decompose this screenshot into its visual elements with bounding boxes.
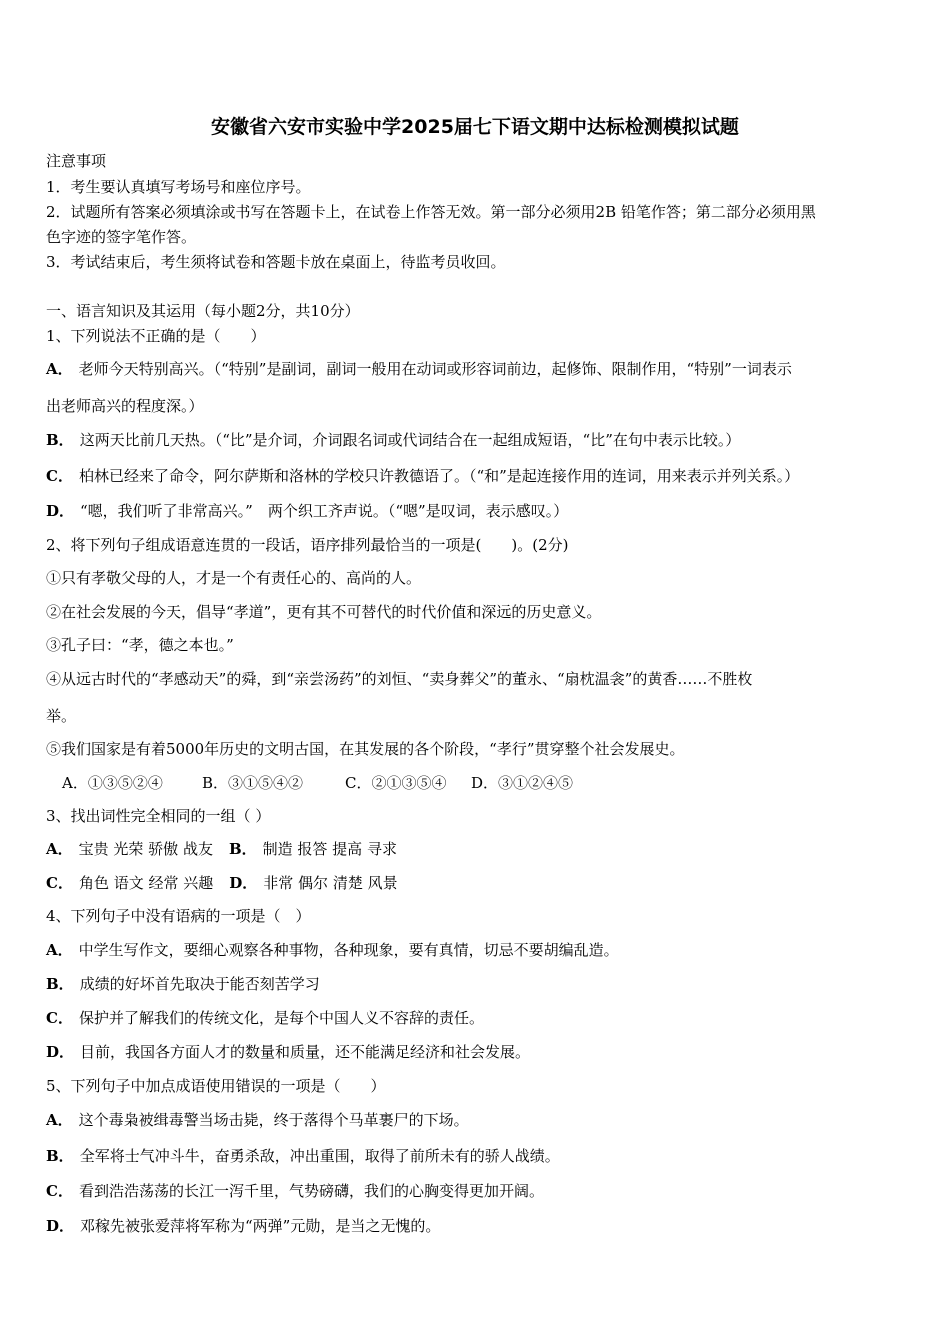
option-label: A． bbox=[46, 840, 73, 858]
option-label: B． bbox=[228, 840, 257, 858]
q2-option-d: D．③①②④⑤ bbox=[471, 774, 574, 792]
option-text: “嗯，我们听了非常高兴。” 两个织工齐声说。（“嗯”是叹词，表示感叹。） bbox=[80, 502, 569, 520]
q1-stem: 1、下列说法不正确的是（ ） bbox=[46, 327, 266, 345]
q5-option-d bbox=[46, 1216, 440, 1236]
option-label: D． bbox=[46, 502, 75, 520]
option-text: 制造 报答 提高 寻求 bbox=[262, 840, 397, 858]
option-label: D． bbox=[46, 1043, 75, 1061]
option-text: 邓稼先被张爱萍将军称为“两弹”元勋，是当之无愧的。 bbox=[80, 1217, 441, 1235]
notice-item-1: 1．考生要认真填写考场号和座位序号。 bbox=[46, 178, 311, 196]
option-text: 非常 偶尔 清楚 风景 bbox=[263, 874, 398, 892]
q5-option-c bbox=[46, 1181, 544, 1201]
q2-sentence-3: ③孔子曰：“孝，德之本也。” bbox=[46, 636, 234, 654]
option-text: 宝贵 光荣 骄傲 战友 bbox=[78, 840, 213, 858]
q2-sentence-2: ②在社会发展的今天，倡导“孝道”，更有其不可替代的时代价值和深远的历史意义。 bbox=[46, 603, 602, 621]
q5-option-a bbox=[46, 1110, 469, 1130]
q4-option-b bbox=[46, 974, 320, 994]
q3-options-ab bbox=[46, 839, 397, 859]
q4-stem: 4、下列句子中没有语病的一项是（ ） bbox=[46, 907, 311, 925]
option-text: 老师今天特别高兴。（“特别”是副词，副词一般用在动词或形容词前边，起修饰、限制作用，“特别”一词表示 bbox=[78, 360, 792, 378]
option-label: D． bbox=[46, 1217, 75, 1235]
q4-option-d bbox=[46, 1042, 530, 1062]
q4-option-a bbox=[46, 940, 619, 960]
q2-sentence-4-cont: 举。 bbox=[46, 707, 77, 725]
q4-option-c bbox=[46, 1008, 484, 1028]
option-label: A． bbox=[46, 941, 73, 959]
option-label: A． bbox=[46, 360, 73, 378]
q2-stem: 2、将下列句子组成语意连贯的一段话，语序排列最恰当的一项是( )。(2分) bbox=[46, 536, 569, 554]
notice-item-2: 2．试题所有答案必须填涂或书写在答题卡上，在试卷上作答无效。第一部分必须用2B 铅笔作答；第二部分必须用黑 bbox=[46, 203, 816, 221]
option-label: C． bbox=[46, 467, 73, 485]
option-label: C． bbox=[46, 1009, 73, 1027]
q2-sentence-5: ⑤我们国家是有着5000年历史的文明古国，在其发展的各个阶段，“孝行”贯穿整个社会发展史。 bbox=[46, 740, 685, 758]
option-text: 成绩的好坏首先取决于能否刻苦学习 bbox=[79, 975, 320, 993]
notice-item-2-cont: 色字迹的签字笔作答。 bbox=[46, 228, 197, 246]
q1-option-a-cont: 出老师高兴的程度深。） bbox=[46, 397, 204, 415]
q1-option-b bbox=[46, 430, 740, 450]
option-text: 目前，我国各方面人才的数量和质量，还不能满足经济和社会发展。 bbox=[80, 1043, 531, 1061]
q1-option-a bbox=[46, 359, 792, 379]
option-text: 保护并了解我们的传统文化，是每个中国人义不容辞的责任。 bbox=[78, 1009, 484, 1027]
q5-stem: 5、下列句子中加点成语使用错误的一项是（ ） bbox=[46, 1077, 386, 1095]
q1-option-c bbox=[46, 466, 799, 486]
q3-options-cd bbox=[46, 873, 398, 893]
q3-stem: 3、找出词性完全相同的一组（ ） bbox=[46, 807, 271, 825]
option-label: C． bbox=[46, 874, 73, 892]
option-label: C． bbox=[46, 1182, 73, 1200]
option-text: 这两天比前几天热。（“比”是介词，介词跟名词或代词结合在一起组成短语，“比”在句中表示比较。） bbox=[79, 431, 741, 449]
q1-option-d bbox=[46, 501, 568, 521]
option-text: 角色 语文 经常 兴趣 bbox=[78, 874, 214, 892]
option-text: 全军将士气冲斗牛，奋勇杀敌，冲出重围，取得了前所未有的骄人战绩。 bbox=[79, 1147, 560, 1165]
option-text: 柏林已经来了命令，阿尔萨斯和洛林的学校只许教德语了。（“和”是起连接作用的连词，用来表示并列关系。） bbox=[78, 467, 800, 485]
option-label: B． bbox=[46, 431, 74, 449]
q2-option-c: C．②①③⑤④ bbox=[345, 774, 447, 792]
q5-option-b bbox=[46, 1146, 560, 1166]
q2-options bbox=[62, 773, 573, 793]
q2-option-a: A．①③⑤②④ bbox=[62, 774, 163, 792]
option-label: D． bbox=[229, 874, 258, 892]
option-label: B． bbox=[46, 975, 74, 993]
option-text: 中学生写作文，要细心观察各种事物，各种现象，要有真情，切忌不要胡编乱造。 bbox=[78, 941, 619, 959]
q2-sentence-4: ④从远古时代的“孝感动天”的舜，到“亲尝汤药”的刘恒、“卖身葬父”的董永、“扇枕温衾”的黄香……不胜枚 bbox=[46, 670, 753, 688]
option-label: A． bbox=[46, 1111, 73, 1129]
section-heading: 一、语言知识及其运用（每小题2分，共10分） bbox=[46, 302, 360, 320]
option-text: 看到浩浩荡荡的长江一泻千里，气势磅礴，我们的心胸变得更加开阔。 bbox=[78, 1182, 544, 1200]
q2-sentence-1: ①只有孝敬父母的人，才是一个有责任心的、高尚的人。 bbox=[46, 569, 422, 587]
notice-heading: 注意事项 bbox=[46, 152, 107, 170]
notice-item-3: 3．考试结束后，考生须将试卷和答题卡放在桌面上，待监考员收回。 bbox=[46, 253, 506, 271]
q2-option-b: B．③①⑤④② bbox=[202, 774, 304, 792]
page-title: 安徽省六安市实验中学2025届七下语文期中达标检测模拟试题 bbox=[211, 116, 739, 138]
option-label: B． bbox=[46, 1147, 74, 1165]
option-text: 这个毒枭被缉毒警当场击毙，终于落得个马革裹尸的下场。 bbox=[78, 1111, 469, 1129]
